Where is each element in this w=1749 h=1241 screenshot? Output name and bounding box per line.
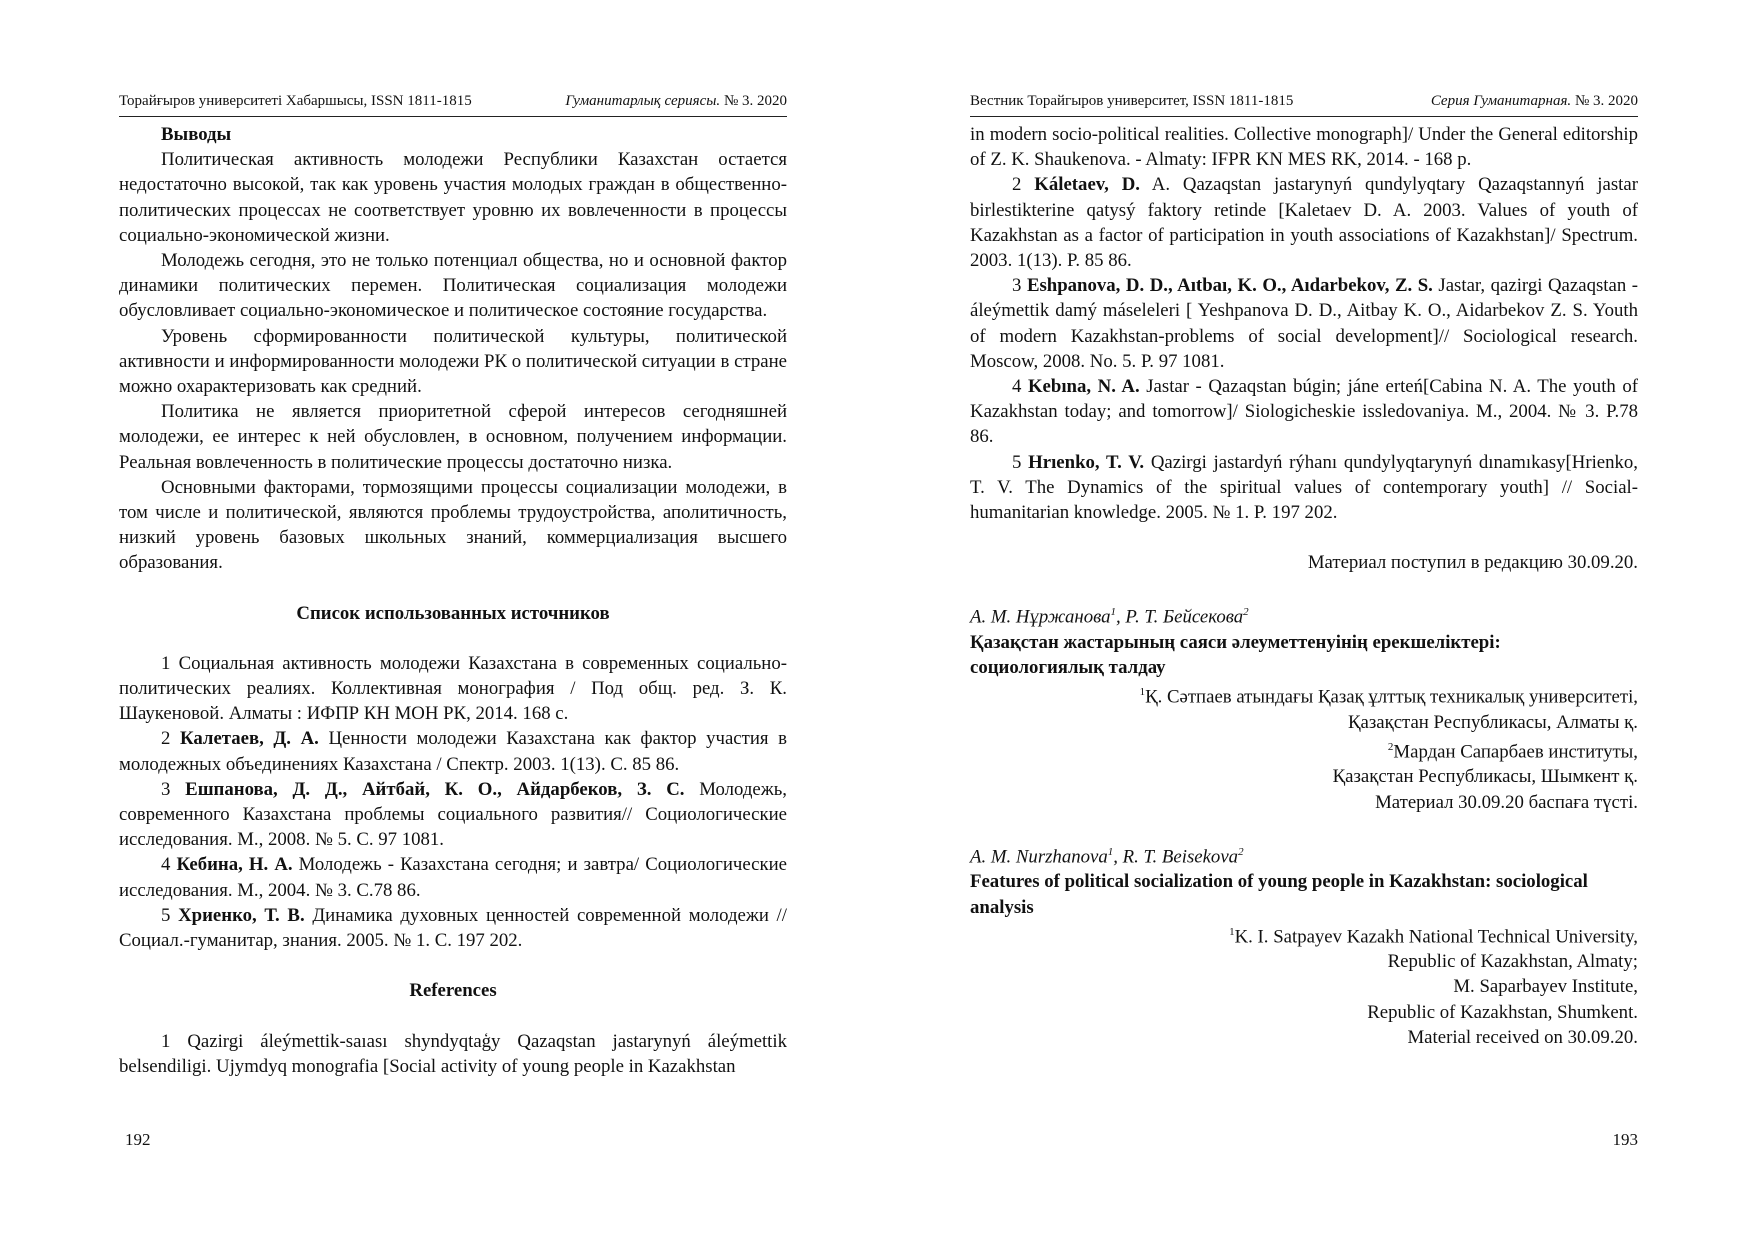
authors-kz: А. М. Нұржанова$^1$, Р. Т. Бейсекова$^2$ <box>970 606 1249 628</box>
source-item: 4 Кебина, Н. А. Молодежь - Казахстана сегодня; и завтра/ Социологические исследования. М., 2004. № 3. С.78 86. <box>119 854 787 901</box>
conclusion-paragraph: Основными факторами, тормозящими процессы социализации молодежи, в том числе и политической, являются проблемы трудоустройства, аполитичность, низкий уровень базовых школьных знаний, коммерциализация высшего образования. <box>119 476 787 574</box>
reference-continuation: in modern socio-political realities. Collective monograph]/ Under the General editorship of Z. K. Shaukenova. - Almaty: IFPR KN MES RK, 2014. - 168 p. <box>970 124 1638 171</box>
reference-item: 4 Kebına, N. A. Jastar - Qazaqstan búgin; jáne erteń[Cabina N. A. The youth of Kazakhstan today; and tomorrow]/ Siologicheskie issledovaniya. M., 2004. № 3. P.78 86. <box>970 376 1639 448</box>
series-name: Серия Гуманитарная. <box>1430 93 1572 109</box>
reference-item: 2 Káletaev, D. A. Qazaqstan jastarynyń qundylyqtary Qazaqstannyń jastar birlestikterine qatysý faktory retinde [Kaletaev D. A. 2003. Values of youth of Kazakhstan as a factor of participation in youth associations of Kazakhstan]/ Spectrum. 2003. 1(13). P. 85 86. <box>970 174 1638 272</box>
received-note: Материал поступил в редакцию 30.09.20. <box>1307 552 1638 574</box>
page-number: 193 <box>1612 1130 1638 1149</box>
journal-title: Торайғыров университеті Хабаршысы, ISSN 1811-1815 <box>119 93 472 109</box>
affiliation-en: Republic of Kazakhstan, Shumkent. <box>1367 1001 1638 1023</box>
source-item: 5 Хриенко, Т. В. Динамика духовных ценностей современной молодежи // Социал.-гуманитар, знания. 2005. № 1. С. 197 202. <box>119 904 787 952</box>
affiliation-kz: Қазақстан Республикасы, Шымкент қ. <box>1332 766 1638 788</box>
series-name: Гуманитарлық сериясы. <box>565 93 721 109</box>
series-issue <box>565 90 787 112</box>
conclusions-heading: Выводы <box>161 124 232 145</box>
affiliation-kz: $^1$Қ. Сәтпаев атындағы Қазақ ұлттық техникалық университеті, <box>1139 686 1638 708</box>
conclusion-paragraph: Уровень сформированности политической культуры, политической активности и информированности молодежи РК о политической ситуации в стране можно охарактеризовать как средний. <box>119 325 787 398</box>
affiliation-en: $^1$K. I. Satpayev Kazakh National Technical University, <box>1229 925 1638 948</box>
affiliation-en: M. Saparbayev Institute, <box>1453 976 1638 998</box>
conclusion-paragraph: Политика не является приоритетной сферой интересов сегодняшней молодежи, ее интерес к ней обусловлен, в основном, получением информации. Реальная вовлеченность в политические процессы достаточно низка. <box>119 401 787 473</box>
journal-title: Вестник Торайгыров университет, ISSN 1811-1815 <box>970 93 1294 109</box>
series-issue <box>1431 90 1638 112</box>
source-item: 2 Калетаев, Д. А. Ценности молодежи Казахстана как фактор участия в молодежных объединениях Казахстана / Спектр. 2003. 1(13). С. 85 86. <box>119 728 787 775</box>
affiliation-kz: Қазақстан Республикасы, Алматы қ. <box>1347 711 1638 733</box>
conclusion-paragraph: Молодежь сегодня, это не только потенциал общества, но и основной фактор динамики политических перемен. Политическая социализация молодежи обусловливает социально-экономическое и политическое состояние государства. <box>119 250 787 322</box>
received-note-en: Material received on 30.09.20. <box>1407 1026 1638 1048</box>
reference-item: 3 Eshpanova, D. D., Aıtbaı, K. O., Aıdarbekov, Z. S. Jastar, qazirgi Qazaqstan - áleýmettik damý máseleleri [ Yeshpanova D. D., Aitbay K. O., Aidarbekov Z. S. Youth of modern Kazakhstan-problems of social development]// Sociological research. Moscow, 2008. No. 5. P. 97 1081. <box>970 275 1639 372</box>
issue-number: № 3. 2020 <box>723 93 787 109</box>
references-heading: References <box>409 980 497 1002</box>
left-page-content <box>119 122 787 1079</box>
running-header-left <box>119 90 787 117</box>
source-item: 1 Социальная активность молодежи Казахстана в современных социально-политических реалиях. Коллективная монография / Под общ. ред. З. К. Шаукеновой. Алматы : ИФПР КН МОН РК, 2014. 168 с. <box>119 652 787 725</box>
received-note-kz: Материал 30.09.20 баспаға түсті. <box>1375 791 1638 813</box>
running-header-right <box>970 90 1638 117</box>
issue-number: № 3. 2020 <box>1574 93 1638 109</box>
affiliation-kz: $^2$Мардан Сапарбаев институты, <box>1387 741 1638 763</box>
sources-heading: Список использованных источников <box>296 602 610 624</box>
right-page-content <box>970 122 1638 1050</box>
conclusion-paragraph: Политическая активность молодежи Республики Казахстан остается недостаточно высокой, так как уровень участия молодых граждан в общественно-политических процессах не соответствует уровню их вовлеченности в процессы социально-экономической жизни. <box>119 149 787 246</box>
article-title-kz: Қазақстан жастарының саяси әлеуметтенуінің ерекшеліктері: социологиялық талдау <box>970 631 1501 679</box>
reference-item: 1 Qazirgi áleýmettik-saıası shyndyqtaģy Qazaqstan jastarynyń áleýmettik belsendiligi. Ujymdyq monografia [Social activity of young people in Kazakhstan <box>119 1030 787 1077</box>
affiliation-en: Republic of Kazakhstan, Almaty; <box>1387 951 1638 973</box>
article-title-en: Features of political socialization of young people in Kazakhstan: sociological analysis <box>970 871 1588 918</box>
source-item: 3 Ешпанова, Д. Д., Айтбай, К. О., Айдарбеков, З. С. Молодежь, современного Казахстана проблемы социального развития// Социологические исследования. М., 2008. № 5. С. 97 1081. <box>119 778 787 851</box>
authors-en: A. M. Nurzhanova$^1$, R. T. Beisekova$^2$ <box>970 845 1244 868</box>
page-number: 192 <box>125 1130 151 1149</box>
reference-item: 5 Hrıenko, T. V. Qazirgi jastardyń rýhanı qundylyqtarynyń dınamıkasy[Hrienko, T. V. The Dynamics of the spiritual values of contemporary youth] // Social-humanitarian knowledge. 2005. № 1. P. 197 202. <box>970 451 1638 524</box>
